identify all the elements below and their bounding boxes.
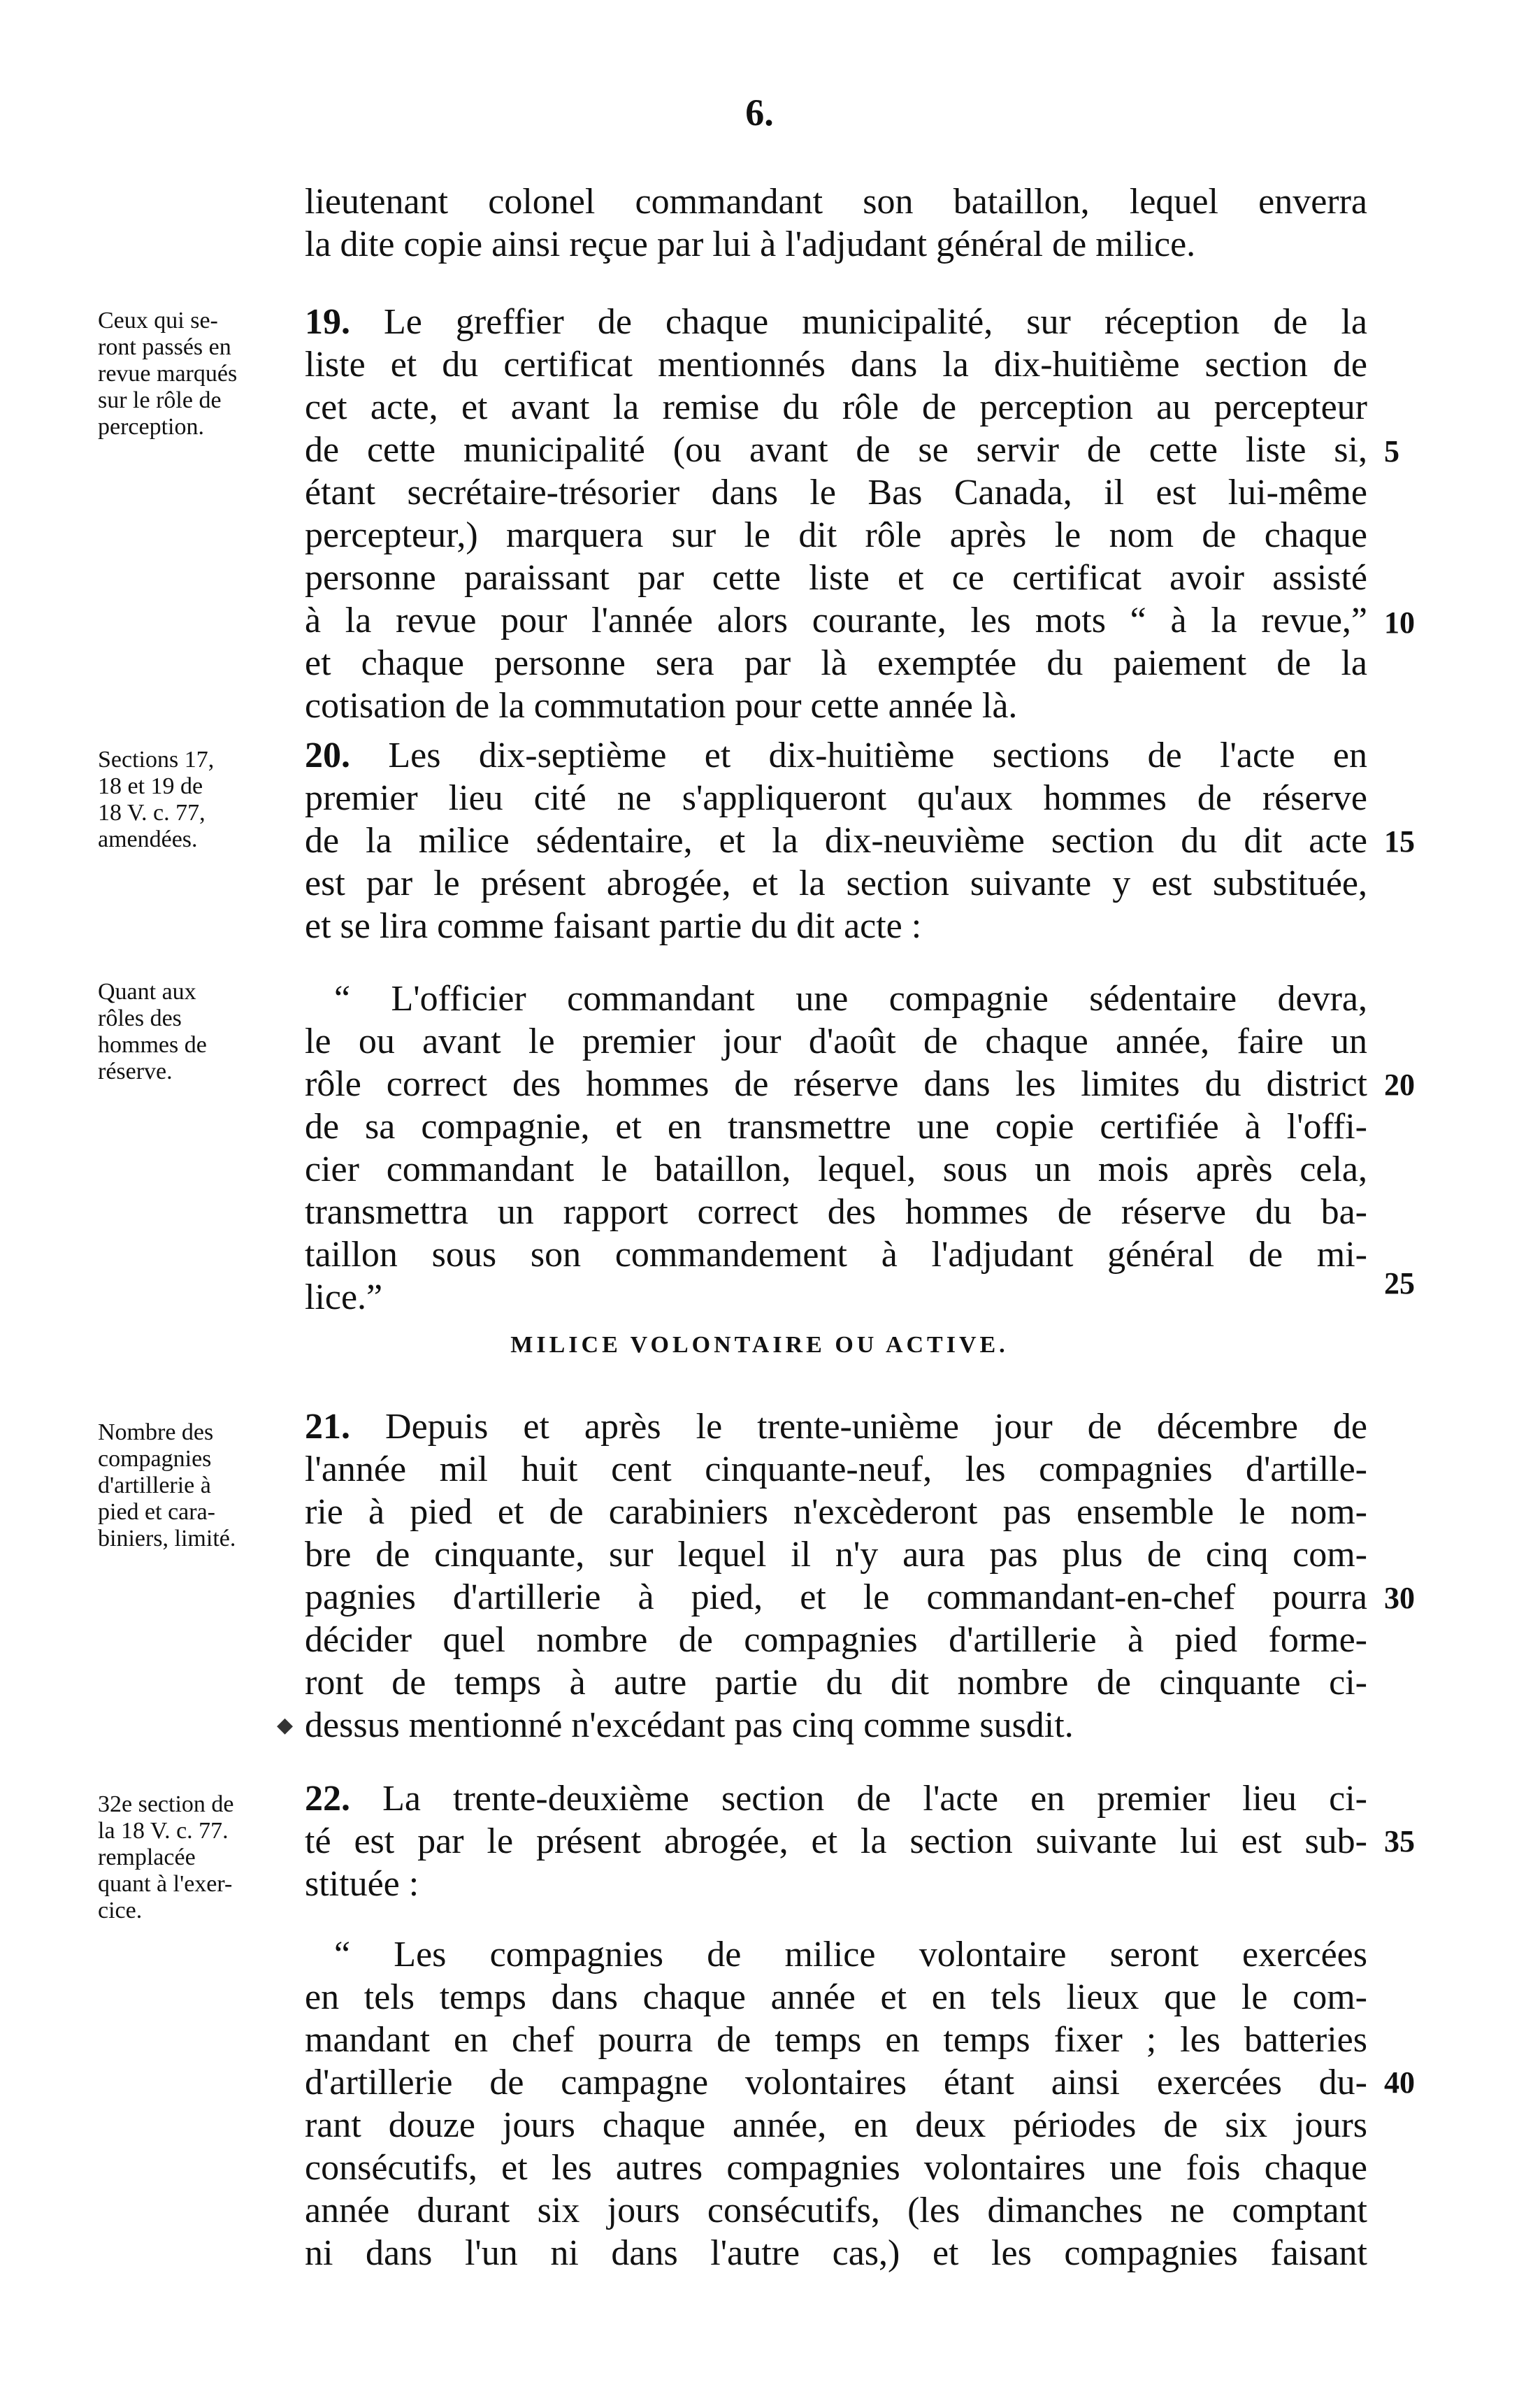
margin-note-line: Nombre des: [98, 1419, 214, 1445]
section-21-line: l'année mil huit cent cinquante-neuf, les compagnies d'artille-: [305, 1449, 1367, 1489]
section-text: La trente-deuxième section de l'acte en premier lieu ci-: [382, 1779, 1368, 1819]
section-19-line: de cette municipalité (ou avant de se servir de cette liste si,: [305, 430, 1367, 470]
section-21-line: pagnies d'artillerie à pied, et le commandant-en-chef pourra: [305, 1577, 1367, 1617]
quote-22-line: année durant six jours consécutifs, (les dimanches ne comptant: [305, 2191, 1367, 2230]
margin-note-line: réserve.: [98, 1059, 173, 1084]
quote-22-line: ni dans l'un ni dans l'autre cas,) et les compagnies faisant: [305, 2233, 1367, 2273]
margin-note-line: Ceux qui se-: [98, 308, 218, 334]
section-21-line: bre de cinquante, sur lequel il n'y aura pas plus de cinq com-: [305, 1535, 1367, 1575]
section-22-line: stituée :: [305, 1864, 419, 1904]
line-number: 10: [1384, 605, 1415, 640]
section-text: Le greffier de chaque municipalité, sur réception de la: [384, 302, 1367, 342]
margin-note-line: la 18 V. c. 77.: [98, 1818, 229, 1844]
section-21-line: ront de temps à autre partie du dit nombre de cinquante ci-: [305, 1663, 1367, 1703]
section-19-first-line: [305, 301, 1367, 343]
line-number: 5: [1384, 434, 1399, 468]
quote-20-line: transmettra un rapport correct des hommes de réserve du ba-: [305, 1192, 1367, 1232]
section-19-line: cotisation de la commutation pour cette année là.: [305, 686, 1018, 726]
quote-20-line: lice.”: [305, 1277, 383, 1317]
section-19-line: personne paraissant par cette liste et ce certificat avoir assisté: [305, 558, 1367, 598]
margin-note-line: rôles des: [98, 1005, 182, 1031]
margin-note-line: biniers, limité.: [98, 1526, 236, 1551]
line-number: 20: [1384, 1068, 1415, 1102]
margin-note-line: pied et cara-: [98, 1499, 215, 1525]
margin-note-line: 32e section de: [98, 1791, 234, 1817]
section-19-line: à la revue pour l'année alors courante, les mots “ à la revue,”: [305, 601, 1367, 640]
line-number: 25: [1384, 1266, 1415, 1300]
section-number: 21.: [305, 1407, 350, 1447]
section-text: Les dix-septième et dix-huitième sections de l'acte en: [388, 736, 1368, 775]
margin-note-line: Quant aux: [98, 979, 196, 1005]
section-20-first-line: [305, 734, 1367, 777]
quote-20-line: rôle correct des hommes de réserve dans les limites du district: [305, 1064, 1367, 1104]
margin-note-section-22: [98, 1791, 294, 1924]
quote-20-line: le ou avant le premier jour d'août de chaque année, faire un: [305, 1022, 1367, 1061]
section-20-line: et se lira comme faisant partie du dit acte :: [305, 906, 922, 946]
margin-note-line: 18 et 19 de: [98, 773, 203, 799]
section-21-line: rie à pied et de carabiniers n'excèderont pas ensemble le nom-: [305, 1492, 1367, 1532]
quote-22-line: en tels temps dans chaque année et en tels lieux que le com-: [305, 1977, 1367, 2017]
quote-20-line: “ L'officier commandant une compagnie sédentaire devra,: [334, 979, 1367, 1019]
margin-note-section-19: [98, 308, 294, 440]
quote-20-line: cier commandant le bataillon, lequel, sous un mois après cela,: [305, 1149, 1367, 1189]
line-number: 30: [1384, 1581, 1415, 1615]
section-20-line: est par le présent abrogée, et la section suivante y est substituée,: [305, 863, 1367, 903]
margin-note-line: ront passés en: [98, 334, 231, 360]
quote-22-line: consécutifs, et les autres compagnies volontaires une fois chaque: [305, 2148, 1367, 2188]
margin-note-quote-20: [98, 979, 294, 1085]
margin-note-line: remplacée: [98, 1844, 196, 1870]
section-19-line: liste et du certificat mentionnés dans la dix-huitième section de: [305, 345, 1367, 385]
quote-22-line: “ Les compagnies de milice volontaire seront exercées: [334, 1935, 1367, 1975]
quote-22-line: mandant en chef pourra de temps en temps fixer ; les batteries: [305, 2020, 1367, 2060]
margin-note-line: hommes de: [98, 1032, 207, 1058]
quote-22-line: d'artillerie de campagne volontaires étant ainsi exercées du-: [305, 2063, 1367, 2102]
section-20-line: premier lieu cité ne s'appliqueront qu'aux hommes de réserve: [305, 778, 1367, 818]
margin-note-line: revue marqués: [98, 361, 238, 387]
section-heading: MILICE VOLONTAIRE OU ACTIVE.: [510, 1332, 1009, 1358]
section-text: Depuis et après le trente-unième jour de décembre de: [385, 1407, 1368, 1447]
margin-note-line: quant à l'exer-: [98, 1871, 233, 1897]
margin-note-line: cice.: [98, 1898, 143, 1923]
line-number: 15: [1384, 824, 1415, 859]
section-number: 19.: [305, 302, 350, 342]
section-19-line: étant secrétaire-trésorier dans le Bas Canada, il est lui-même: [305, 473, 1367, 513]
section-22-line: té est par le présent abrogée, et la section suivante lui est sub-: [305, 1821, 1367, 1861]
margin-note-line: d'artillerie à: [98, 1472, 211, 1498]
section-19-line: percepteur,) marquera sur le dit rôle après le nom de chaque: [305, 515, 1367, 555]
intro-line: la dite copie ainsi reçue par lui à l'adjudant général de milice.: [305, 224, 1196, 264]
margin-note-line: compagnies: [98, 1446, 212, 1472]
section-21-line: décider quel nombre de compagnies d'artillerie à pied forme-: [305, 1620, 1367, 1660]
section-19-line: et chaque personne sera par là exemptée du paiement de la: [305, 643, 1367, 683]
page-number: 6.: [745, 92, 774, 134]
line-number: 40: [1384, 2065, 1415, 2100]
margin-note-line: sur le rôle de: [98, 387, 222, 413]
margin-note-section-21: [98, 1419, 294, 1552]
diamond-bullet-icon: ◆: [277, 1714, 294, 1737]
margin-note-line: perception.: [98, 414, 204, 440]
section-number: 20.: [305, 736, 350, 775]
intro-line: lieutenant colonel commandant son bataillon, lequel enverra: [305, 182, 1367, 222]
quote-20-line: taillon sous son commandement à l'adjudant général de mi-: [305, 1235, 1367, 1275]
section-19-line: cet acte, et avant la remise du rôle de perception au percepteur: [305, 387, 1367, 427]
section-21-line: dessus mentionné n'excédant pas cinq comme susdit.: [305, 1705, 1074, 1745]
section-number: 22.: [305, 1779, 350, 1819]
section-22-first-line: [305, 1777, 1367, 1820]
line-number: 35: [1384, 1824, 1415, 1858]
quote-20-line: de sa compagnie, et en transmettre une copie certifiée à l'offi-: [305, 1107, 1367, 1147]
margin-note-line: 18 V. c. 77,: [98, 800, 206, 826]
section-21-first-line: [305, 1405, 1367, 1448]
section-20-line: de la milice sédentaire, et la dix-neuvième section du dit acte: [305, 821, 1367, 861]
margin-note-line: Sections 17,: [98, 747, 215, 773]
margin-note-section-20: [98, 747, 294, 853]
margin-note-line: amendées.: [98, 826, 198, 852]
quote-22-line: rant douze jours chaque année, en deux périodes de six jours: [305, 2105, 1367, 2145]
